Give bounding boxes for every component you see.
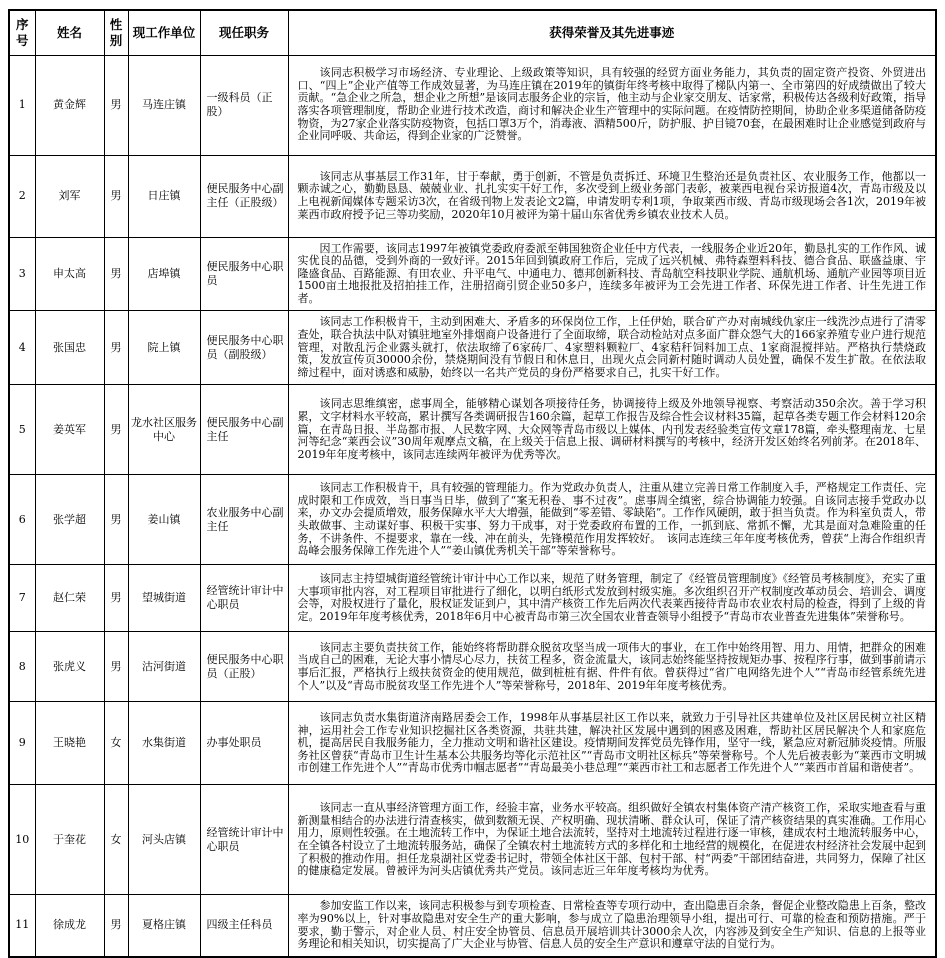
gender-cell: 男 bbox=[104, 632, 128, 702]
table-body bbox=[9, 55, 936, 957]
position-cell: 便民服务中心职员 bbox=[200, 237, 288, 311]
gender-cell: 女 bbox=[104, 702, 128, 785]
position-cell: 经管统计审计中心职员 bbox=[200, 565, 288, 632]
table-row bbox=[9, 311, 936, 385]
honors-deeds-text: 该同志工作积极肯干，具有较强的管理能力。作为党政办负责人，注重从建立完善日常工作制度入手，严格规定工作责任、完成时限和工作成效，当日事当日毕，做到了“案无积卷、事不过夜”。虑事周全缜密，综合协调能力较强。自该同志接手党政办以来，办文办会提质增效，服务保障水平大大增强，能做到“零差错、零缺陷”。工作作风硬朗，敢于担当负责。作为科室负责人，带头敢做事、主动谋好事、积极干实事、努力干成事，对于党委政府布置的工作，一抓到底、常抓不懈，尤其是面对急难险重的任务，不讲条件、不提要求，靠在一线、冲在前头，先锋模范作用发挥较好。 该同志连续三年年度考核优秀，曾获“上海合作组织青岛峰会服务保障工作先进个人”“姜山镇优秀机关干部”等荣誉称号。 bbox=[297, 481, 926, 558]
table-row bbox=[9, 55, 936, 155]
honors-deeds-text: 该同志一直从事经济管理方面工作，经验丰富，业务水平较高。组织做好全镇农村集体资产清产核资工作，采取实地查看与重新测量相结合的办法进行清查核实，做到数额无误、产权明确、现状清晰、群众认可，保证了清产核资结果的真实准确。工作用心用力，原则性较强。在土地流转工作中，为保证土地合法流转，坚持对土地流转过程进行逐一审核，建成农村土地流转服务中心，在全镇各村设立了土地流转服务站，确保了全镇农村土地流转方式的多样化和土地经营的规模化，在促进农村经济社会发展中起到了积极的推动作用。担任龙泉湖社区党委书记时，带领全体社区干部、包村干部、村“两委”干部团结奋进，共同努力，保障了社区的健康稳定发展。曾被评为河头店镇优秀共产党员。该同志近三年年度考核均为优秀。 bbox=[297, 801, 926, 878]
honors-deeds-cell bbox=[288, 385, 936, 475]
work-unit-cell: 店埠镇 bbox=[128, 237, 200, 311]
gender-cell: 男 bbox=[104, 385, 128, 475]
gender-cell: 女 bbox=[104, 785, 128, 895]
honors-deeds-text: 该同志从事基层工作31年，甘于奉献，勇于创新，不管是负责拆迁、环境卫生整治还是负责社区、农业服务工作，他都以一颗赤诚之心，勤勤恳恳、兢兢业业、扎扎实实干好工作，多次受到上级业务部门表彰，被莱西电视台采访报道4次，青岛市级及以上电视新闻媒体专题采访3次，在省级刊物上发表论文2篇，申请发明专利1项，争取莱西市级、青岛市级现场会各1次，2019年被莱西市政府授予记三等功奖励，2020年10月被评为第十届山东省优秀乡镇农业技术人员。 bbox=[297, 169, 926, 221]
honors-deeds-cell bbox=[288, 237, 936, 311]
gender-cell: 男 bbox=[104, 895, 128, 957]
name-cell: 赵仁荣 bbox=[35, 565, 104, 632]
position-cell: 便民服务中心副主任（正股级） bbox=[200, 155, 288, 237]
honors-deeds-text: 该同志工作积极肯干，主动到困难大、矛盾多的环保岗位工作，上任伊始，联合矿产办对南城线仇家庄一线洗沙点进行了清零查处，联合执法中队对镇驻地室外排烟商户设备进行了全面取缔，联合动检站对点多面广群众怨气大的166家养殖专业户进行规范管理，对散乱污企业露头就打，依法取缔了6家砖厂、4家塑料颗粒厂、4家秸秆饲料加工点、1家商混搅拌站。严格执行禁烧政策，发放宣传页30000余份，禁烧期间没有节假日和休息日，出现火点会同新村随时调动人员处置，确保不发生扩散。在依法取缔过程中，面对诱惑和威胁，始终以一名共产党员的身份严格要求自己，扎实干好工作。 bbox=[297, 315, 926, 379]
header-serial-number: 序号 bbox=[9, 10, 35, 55]
gender-cell: 男 bbox=[104, 155, 128, 237]
work-unit-cell: 沽河街道 bbox=[128, 632, 200, 702]
position-cell: 经管统计审计中心职员 bbox=[200, 785, 288, 895]
table-row bbox=[9, 702, 936, 785]
honors-deeds-text: 参加安监工作以来，该同志积极参与到专项检查、日常检查等专项行动中，查出隐患百余条，督促企业整改隐患上百条，整改率为90%以上，针对事故隐患对安全生产的重大影响，参与成立了隐患治理领导小组，提出可行、可靠的检查和预防措施。严于要求，勤于警示，对企业人员、村庄安全协管员、信息员开展培训共计3000余人次，内容涉及到安全生产知识、信息的上报等业务理论和相关知识，切实提高了广大企业与协管、信息人员的安全生产意识和遵章守法的自觉行为。 bbox=[297, 899, 926, 951]
honors-deeds-cell bbox=[288, 155, 936, 237]
work-unit-cell: 龙水社区服务中心 bbox=[128, 385, 200, 475]
table-row bbox=[9, 155, 936, 237]
position-cell: 便民服务中心职员（正股） bbox=[200, 632, 288, 702]
honors-deeds-text: 该同志主持望城街道经管统计审计中心工作以来，规范了财务管理，制定了《经管员管理制度》《经管员考核制度》，充实了重大事项审批内容，对工程项目审批进行了细化，以明白纸形式发放到村级实施。多次组织召开产权制度改革动员会、培训会、调度会等，对股权进行了量化，股权证发证到户，其中清产核资工作先后两次代表莱西接待青岛市农业农村局的检查，得到了上级的肯定。2019年年度考核优秀，2018年6月中心被青岛市第三次全国农业普查领导小组授予“青岛市农业普查先进集体”荣誉称号。 bbox=[297, 572, 926, 624]
gender-cell: 男 bbox=[104, 565, 128, 632]
header-work-unit: 现工作单位 bbox=[128, 10, 200, 55]
name-cell: 于奎花 bbox=[35, 785, 104, 895]
serial-number-cell: 7 bbox=[9, 565, 35, 632]
table-row bbox=[9, 895, 936, 957]
honors-deeds-cell bbox=[288, 702, 936, 785]
honors-deeds-cell bbox=[288, 311, 936, 385]
table-row bbox=[9, 565, 936, 632]
serial-number-cell: 10 bbox=[9, 785, 35, 895]
name-cell: 张国忠 bbox=[35, 311, 104, 385]
serial-number-cell: 3 bbox=[9, 237, 35, 311]
honor-table bbox=[8, 9, 937, 958]
honors-deeds-text: 该同志主要负责扶贫工作，能始终将帮助群众脱贫攻坚当成一项伟大的事业，在工作中始终用智、用力、用情，把群众的困难当成自己的困难，无论大事小情尽心尽力，扶贫工程多，资金流量大，该同志始终能坚持按规矩办事、按程序行事，做到事前请示事后汇报，严格执行上级扶贫资金的使用规范，做到桩桩有据、件件有依。曾获得过“省广电网络先进个人”“青岛市经管系统先进个人”以及“青岛市脱贫攻坚工作先进个人”等荣誉称号，2018年、2019年年度考核优秀。 bbox=[297, 640, 926, 692]
honors-deeds-text: 因工作需要，该同志1997年被镇党委政府委派至韩国独资企业任中方代表，一线服务企业近20年，勤恳扎实的工作作风、诚实优良的品德，受到外商的一致好评。2015年回到镇政府工作后，完成了远兴机械、弗特森塑料科技、德合食品、联盛益康、宇隆盛食品、百路能源、有田农业、升平电气、中通电力、德邦创新科技、青岛航空科技职业学院、通航机场、通航产业园等项目近1500亩土地报批及招拍挂工作，注册招商引贸企业50多户，连续多年被评为工会先进工作者、环保先进工作者、计生先进工作者。 bbox=[297, 241, 926, 305]
honors-deeds-cell bbox=[288, 895, 936, 957]
position-cell: 一级科员（正股） bbox=[200, 55, 288, 155]
position-cell: 办事处职员 bbox=[200, 702, 288, 785]
honors-deeds-cell bbox=[288, 55, 936, 155]
serial-number-cell: 11 bbox=[9, 895, 35, 957]
name-cell: 徐成龙 bbox=[35, 895, 104, 957]
name-cell: 姜英军 bbox=[35, 385, 104, 475]
position-cell: 便民服务中心职员（副股级） bbox=[200, 311, 288, 385]
gender-cell: 男 bbox=[104, 311, 128, 385]
serial-number-cell: 9 bbox=[9, 702, 35, 785]
honors-deeds-cell bbox=[288, 785, 936, 895]
work-unit-cell: 日庄镇 bbox=[128, 155, 200, 237]
table-row bbox=[9, 385, 936, 475]
name-cell: 王晓艳 bbox=[35, 702, 104, 785]
table-header bbox=[9, 10, 936, 55]
name-cell: 黄金辉 bbox=[35, 55, 104, 155]
serial-number-cell: 6 bbox=[9, 475, 35, 565]
honors-deeds-text: 该同志思维缜密，虑事周全，能够精心谋划各项接待任务，协调接待上级及外地领导视察、考察活动350余次。善于学习积累，文字材料水平较高，累计撰写各类调研报告160余篇，起草工作报告及综合性会议材料35篇，起草各类专题工作会材料120余篇，在青岛日报、半岛都市报、人民数字网、大众网等青岛市级以上媒体、内刊发表经验类宣传文章178篇，牵头整理南龙、七星河等纪念“莱西会议”30周年观摩点文稿，在上级关于信息上报、调研材料撰写的考核中，经济开发区始终名列前茅。在2018年、2019年年度考核中，该同志连续两年被评为优秀等次。 bbox=[297, 397, 926, 461]
table-row bbox=[9, 475, 936, 565]
honors-deeds-text: 该同志积极学习市场经济、专业理论、上级政策等知识，具有较强的经贸方面业务能力，其负责的固定资产投资、外贸进出口、“四上”企业产值等工作成效显著，为马连庄镇在2019年的镇街年终考核中取得了梯队内第一、全市第四的好成绩做出了较大贡献。“急企业之所急，想企业之所想”是该同志服务企业的宗旨，他主动与企业家交朋友、话家常，积极传达各级利好政策，指导落实各项管理制度，帮助企业进行技术改造，商讨和解决企业生产管理中的实际问题。在疫情防控期间，协助企业多渠道储备防疫物资，为27家企业落实防疫物资，包括口罩3万个，消毒液、酒精500斤，防护服、护目镜70套，在最困难时让企业感觉到政府与企业同呼吸、共命运，得到企业家的广泛赞誉。 bbox=[297, 66, 926, 143]
table-row bbox=[9, 632, 936, 702]
gender-cell: 男 bbox=[104, 475, 128, 565]
work-unit-cell: 马连庄镇 bbox=[128, 55, 200, 155]
serial-number-cell: 1 bbox=[9, 55, 35, 155]
position-cell: 农业服务中心副主任 bbox=[200, 475, 288, 565]
serial-number-cell: 8 bbox=[9, 632, 35, 702]
serial-number-cell: 2 bbox=[9, 155, 35, 237]
work-unit-cell: 河头店镇 bbox=[128, 785, 200, 895]
name-cell: 张学超 bbox=[35, 475, 104, 565]
work-unit-cell: 院上镇 bbox=[128, 311, 200, 385]
work-unit-cell: 望城街道 bbox=[128, 565, 200, 632]
header-name: 姓名 bbox=[35, 10, 104, 55]
work-unit-cell: 夏格庄镇 bbox=[128, 895, 200, 957]
serial-number-cell: 4 bbox=[9, 311, 35, 385]
honors-deeds-text: 该同志负责水集街道济南路居委会工作，1998年从事基层社区工作以来，就致力于引导社区共建单位及社区居民树立社区精神，运用社会工作专业知识挖掘社区各类资源，共驻共建，解决社区发展中遇到的困惑及困难，帮助社区居民解决个人和家庭危机，提高居民自我服务能力，全力推动文明和谐社区建设。疫情期间发挥党员先锋作用，坚守一线，紧急应对新冠肺炎疫情。所服务社区曾获“青岛市卫生计生基本公共服务均等化示范社区”“青岛市文明社区标兵”等荣誉称号。个人先后被表彰为“莱西市文明城市创建工作先进个人”“青岛市优秀巾帼志愿者”“青岛最美小巷总理”“莱西市社工和志愿者工作先进个人”“莱西市首届和谐使者”。 bbox=[297, 710, 926, 775]
position-cell: 四级主任科员 bbox=[200, 895, 288, 957]
work-unit-cell: 水集街道 bbox=[128, 702, 200, 785]
header-honors-deeds: 获得荣誉及其先进事迹 bbox=[288, 10, 936, 55]
header-row bbox=[9, 10, 936, 55]
name-cell: 刘军 bbox=[35, 155, 104, 237]
work-unit-cell: 姜山镇 bbox=[128, 475, 200, 565]
position-cell: 便民服务中心副主任 bbox=[200, 385, 288, 475]
table-row bbox=[9, 785, 936, 895]
gender-cell: 男 bbox=[104, 237, 128, 311]
name-cell: 申太高 bbox=[35, 237, 104, 311]
table-row bbox=[9, 237, 936, 311]
honors-deeds-cell bbox=[288, 565, 936, 632]
honors-deeds-cell bbox=[288, 475, 936, 565]
honors-deeds-cell bbox=[288, 632, 936, 702]
header-position: 现任职务 bbox=[200, 10, 288, 55]
gender-cell: 男 bbox=[104, 55, 128, 155]
header-gender: 性别 bbox=[104, 10, 128, 55]
name-cell: 张虎义 bbox=[35, 632, 104, 702]
serial-number-cell: 5 bbox=[9, 385, 35, 475]
